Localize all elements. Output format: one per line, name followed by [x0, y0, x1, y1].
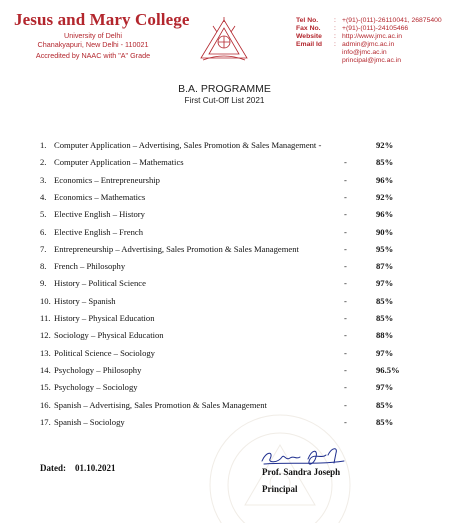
course-cutoff: 87% [376, 261, 394, 272]
course-cutoff: 85% [376, 416, 394, 427]
course-row [40, 363, 420, 377]
college-emblem-icon [195, 14, 253, 64]
course-dash: - [344, 313, 347, 323]
tel-label: Tel No. [296, 17, 319, 24]
course-dash: - [344, 226, 347, 237]
course-row [40, 346, 420, 360]
dated-value: 01.10.2021 [75, 463, 116, 473]
contact-block [296, 17, 442, 66]
course-number: 15. [40, 382, 51, 393]
course-cutoff: 90% [376, 226, 394, 237]
course-cutoff: 85% [376, 313, 394, 323]
course-cutoff: 85% [376, 157, 394, 168]
course-name: Psychology – Sociology [54, 382, 138, 393]
course-number: 1. [40, 140, 47, 150]
course-cutoff: 96% [376, 174, 394, 185]
course-cutoff: 97% [376, 278, 394, 289]
course-row [40, 415, 420, 429]
course-cutoff: 96.5% [376, 364, 400, 375]
course-row [40, 155, 420, 169]
course-name: Elective English – History [54, 209, 145, 220]
course-dash: - [344, 209, 347, 220]
course-number: 16. [40, 399, 51, 410]
course-cutoff: 85% [376, 295, 394, 306]
course-dash: - [344, 399, 347, 410]
course-number: 5. [40, 209, 47, 220]
course-cutoff: 97% [376, 382, 394, 393]
course-number: 7. [40, 243, 47, 254]
dated-label: Dated: [40, 463, 66, 473]
course-number: 11. [40, 313, 51, 323]
course-row [40, 259, 420, 273]
course-name: History – Spanish [54, 295, 116, 306]
course-row [40, 380, 420, 394]
accreditation-text: Accredited by NAAC with "A" Grade [35, 51, 151, 60]
course-dash: - [344, 261, 347, 272]
course-name: Economics – Mathematics [54, 191, 146, 202]
course-row [40, 311, 420, 325]
course-row [40, 328, 420, 342]
course-number: 12. [40, 330, 51, 341]
course-number: 17. [40, 416, 51, 427]
tel-row: Tel No. : +(91)-(011)-26110041, 26875400 [296, 17, 442, 24]
course-name: Political Science – Sociology [54, 347, 155, 358]
course-cutoff: 92% [376, 140, 394, 150]
course-dash: - [344, 295, 347, 306]
course-dash: - [344, 382, 347, 393]
course-number: 6. [40, 226, 47, 237]
course-row [40, 190, 420, 204]
email-link-principal[interactable]: principal@jmc.ac.in [342, 57, 402, 65]
university-name: University of Delhi [64, 31, 122, 40]
website-link[interactable]: http://www.jmc.ac.in [342, 33, 403, 41]
course-dash: - [344, 347, 347, 358]
course-dash: - [344, 364, 347, 375]
course-name: History – Physical Education [54, 313, 155, 323]
fax-row: Fax No. : +(91)-(011)-24105466 [296, 25, 409, 33]
course-dash: - [344, 191, 347, 202]
course-dash: - [344, 157, 347, 168]
course-cutoff: 97% [376, 347, 394, 358]
course-name: Computer Application – Mathematics [54, 157, 184, 168]
course-number: 14. [40, 364, 51, 375]
course-dash: - [344, 416, 347, 427]
course-name: Sociology – Physical Education [54, 330, 164, 341]
course-name: French – Philosophy [54, 261, 126, 272]
signatory-name: Prof. Sandra Joseph [262, 467, 341, 477]
course-dash: - [344, 278, 347, 289]
email-label: Email Id [296, 41, 323, 49]
fax-value: +(91)-(011)-24105466 [342, 25, 409, 33]
course-row [40, 138, 420, 152]
course-name: Spanish – Advertising, Sales Promotion & Sales Management [54, 399, 267, 410]
college-name: Jesus and Mary College [14, 10, 190, 29]
course-number: 9. [40, 278, 47, 289]
course-dash: - [344, 174, 347, 185]
handwritten-signature-icon [258, 445, 350, 469]
course-number: 13. [40, 347, 51, 358]
course-cutoff: 95% [376, 243, 394, 254]
course-number: 3. [40, 174, 47, 185]
website-row: Website : http://www.jmc.ac.in [296, 33, 403, 41]
course-number: 8. [40, 261, 47, 272]
course-name: Economics – Entrepreneurship [54, 174, 160, 185]
course-cutoff: 92% [376, 191, 394, 202]
course-name: Computer Application – Advertising, Sales Promotion & Sales Management - [54, 140, 322, 150]
course-cutoff: 85% [376, 399, 394, 410]
dated-line [40, 463, 116, 473]
course-dash: - [344, 330, 347, 341]
course-row [40, 173, 420, 187]
course-name: Psychology – Philosophy [54, 364, 142, 375]
course-row [40, 398, 420, 412]
email-link-admin[interactable]: admin@jmc.ac.in [342, 41, 395, 49]
course-row [40, 294, 420, 308]
course-number: 10. [40, 295, 51, 306]
cutoff-list-subtitle: First Cut-Off List 2021 [184, 96, 265, 105]
course-cutoff: 88% [376, 330, 394, 341]
email-row: Email Id : admin@jmc.ac.in [296, 41, 395, 49]
course-number: 2. [40, 157, 47, 168]
course-name: History – Political Science [54, 278, 146, 289]
course-row [40, 276, 420, 290]
college-address: Chanakyapuri, New Delhi - 110021 [37, 40, 149, 49]
course-cutoff: 96% [376, 209, 394, 220]
course-dash: - [344, 243, 347, 254]
tel-value: +(91)-(011)-26110041, 26875400 [342, 17, 442, 24]
course-row [40, 207, 420, 221]
website-label: Website [296, 33, 322, 41]
course-name: Spanish – Sociology [54, 416, 125, 427]
course-name: Elective English – French [54, 226, 144, 237]
fax-label: Fax No. [296, 25, 321, 33]
course-row [40, 242, 420, 256]
course-name: Entrepreneurship – Advertising, Sales Promotion & Sales Management [54, 243, 299, 254]
signatory-title: Principal [262, 484, 298, 494]
programme-title: B.A. PROGRAMME [178, 83, 271, 95]
course-row [40, 225, 420, 239]
course-number: 4. [40, 191, 47, 202]
email-link-info[interactable]: info@jmc.ac.in [342, 49, 387, 57]
